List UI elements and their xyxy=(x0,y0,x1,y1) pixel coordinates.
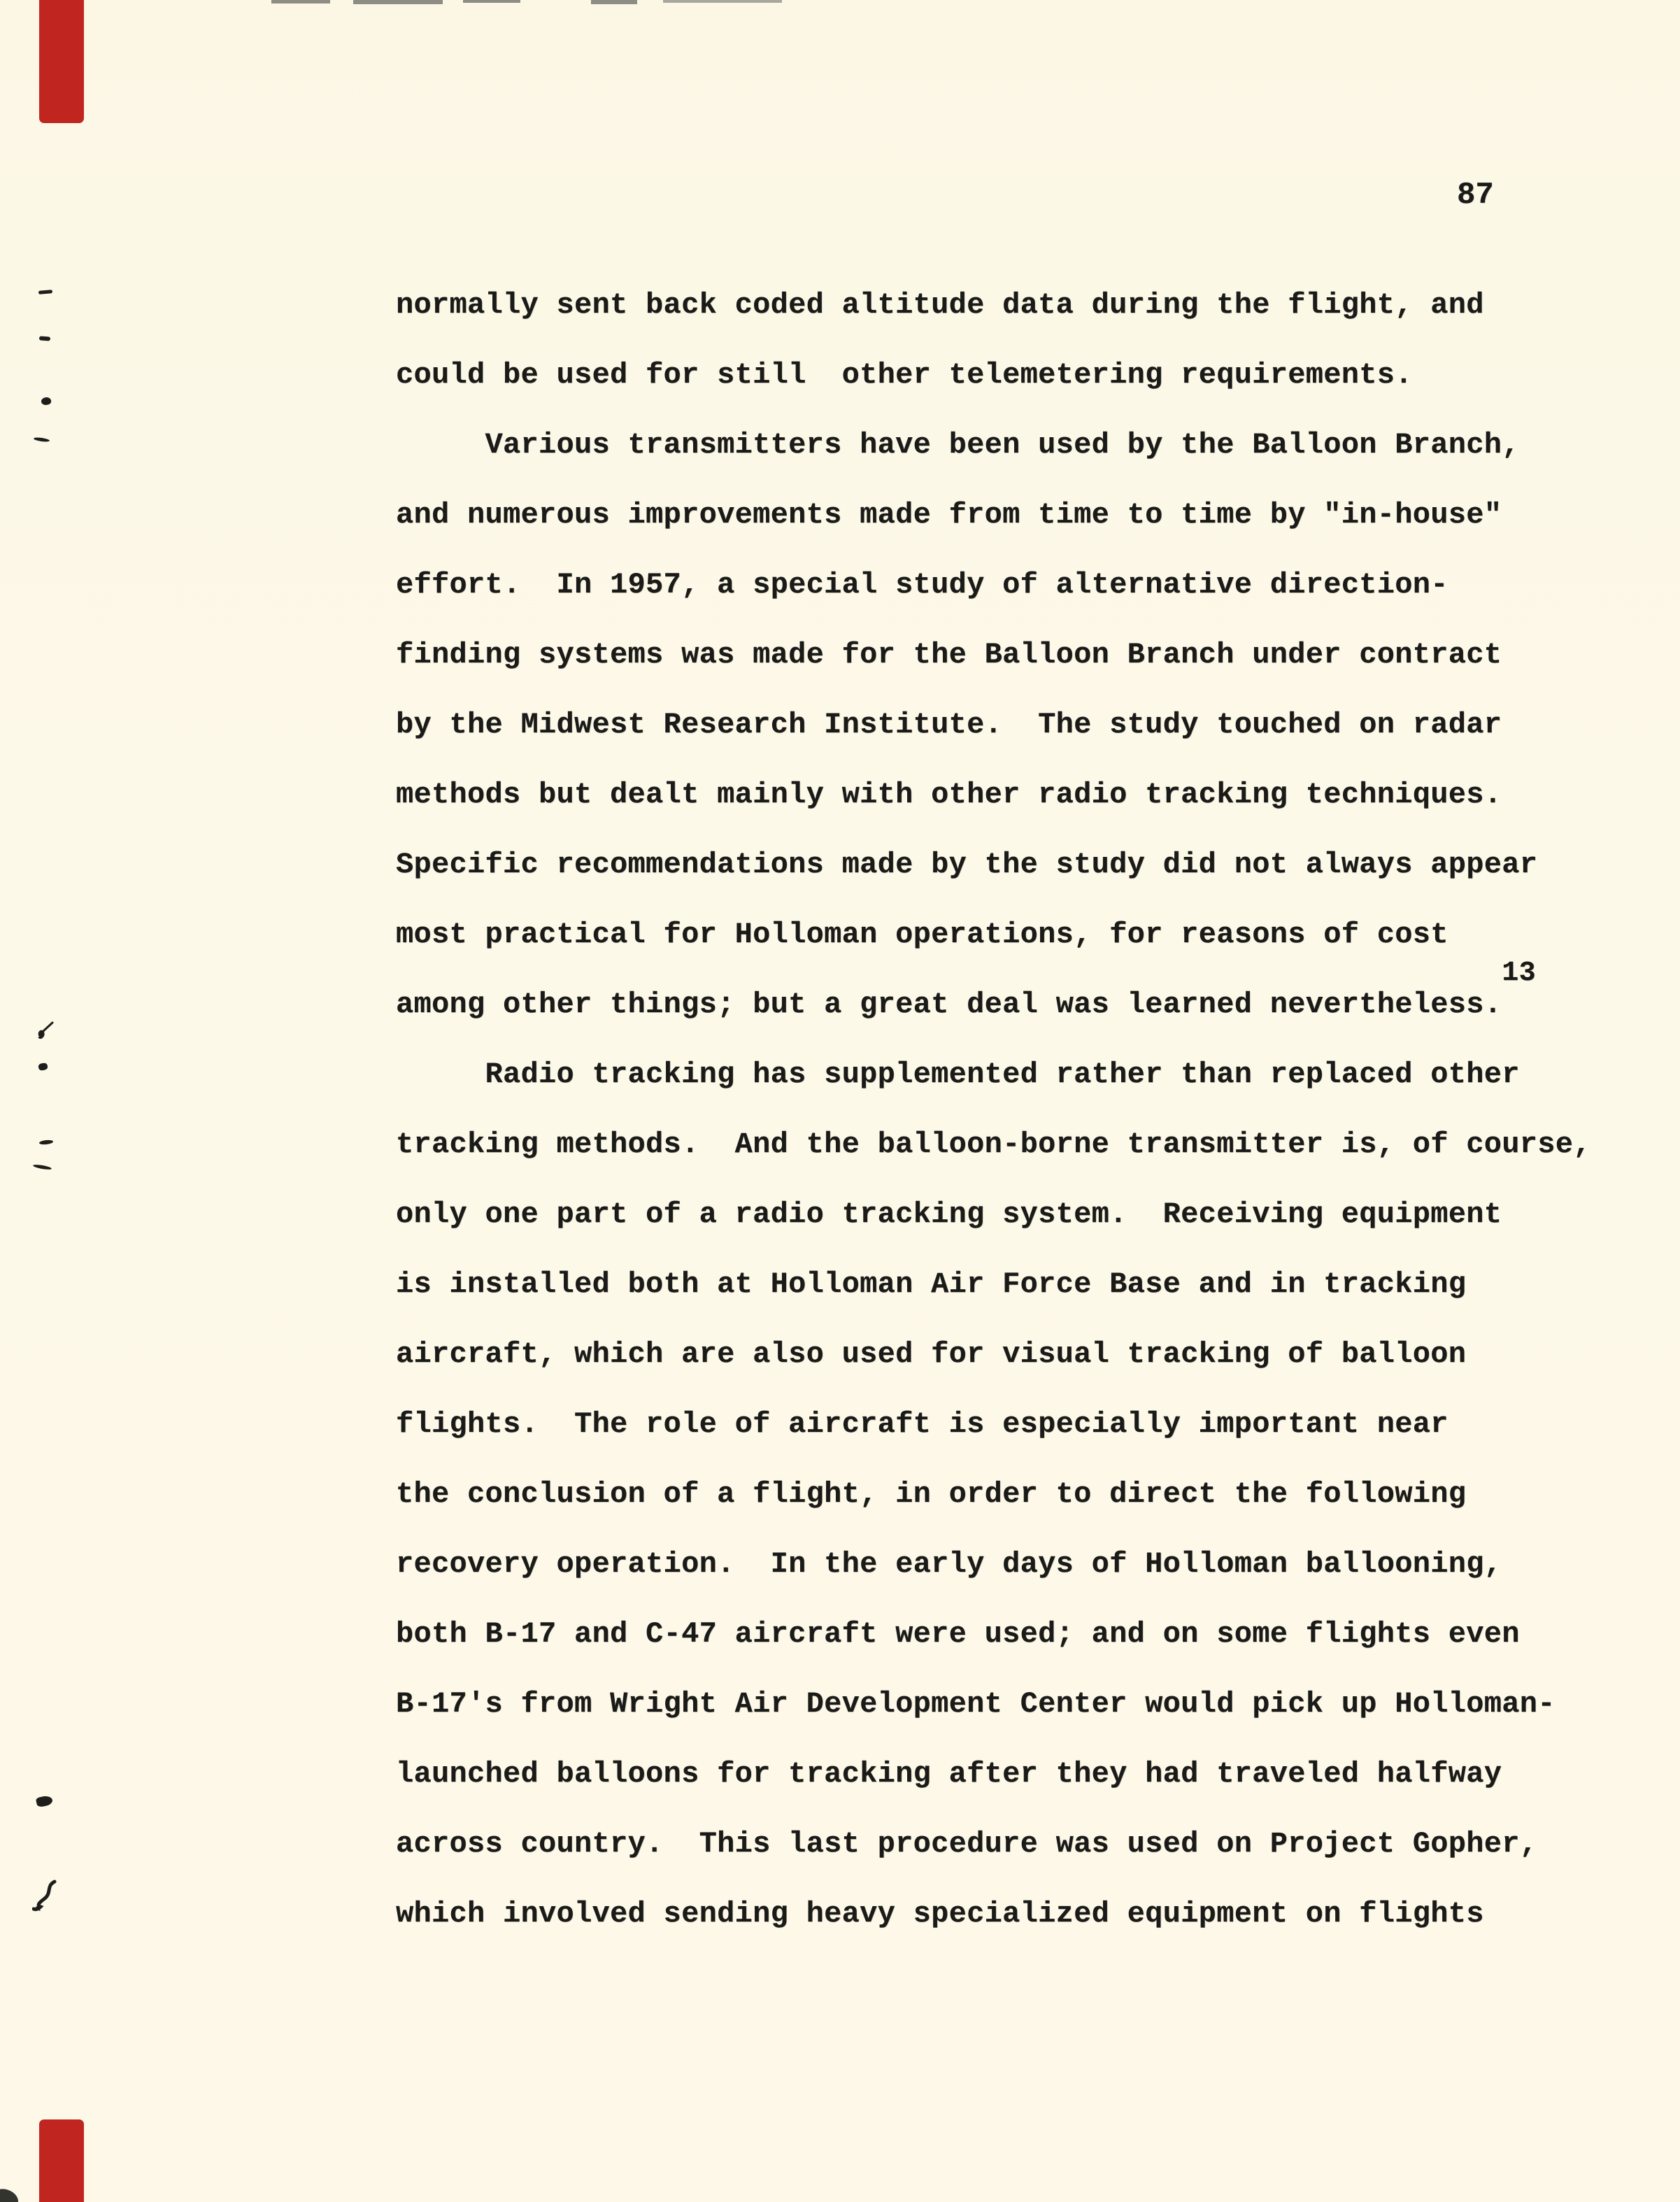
red-edge-mark-top xyxy=(39,0,84,123)
text-line: Specific recommendations made by the study did not always appear xyxy=(396,848,1538,881)
text-line: most practical for Holloman operations, for reasons of cost xyxy=(396,918,1448,951)
pencil-mark xyxy=(38,1063,48,1071)
scan-artifact xyxy=(463,0,520,3)
text-line: the conclusion of a flight, in order to direct the following xyxy=(396,1477,1467,1511)
page-number: 87 xyxy=(1457,178,1494,213)
text-line: is installed both at Holloman Air Force Base and in tracking xyxy=(396,1267,1467,1301)
text-line: normally sent back coded altitude data during the flight, and xyxy=(396,288,1484,322)
typewritten-text xyxy=(396,270,1591,1949)
pencil-mark xyxy=(38,290,52,294)
scan-artifact xyxy=(663,0,782,3)
pencil-mark xyxy=(34,436,50,442)
text-line: and numerous improvements made from time to time by "in-house" xyxy=(396,498,1502,532)
red-edge-mark-bottom xyxy=(39,2119,84,2202)
text-line: Radio tracking has supplemented rather than replaced other xyxy=(396,1058,1520,1091)
pencil-mark xyxy=(39,1139,54,1145)
text-line: recovery operation. In the early days of Holloman ballooning, xyxy=(396,1547,1502,1581)
pencil-mark xyxy=(41,396,52,406)
text-line: effort. In 1957, a special study of alternative direction- xyxy=(396,568,1448,602)
text-line: B-17's from Wright Air Development Center would pick up Holloman- xyxy=(396,1687,1556,1721)
scan-artifact xyxy=(591,0,637,4)
scan-artifact xyxy=(353,0,443,4)
text-line: only one part of a radio tracking system. Receiving equipment xyxy=(396,1198,1502,1231)
text-line: finding systems was made for the Balloon Branch under contract xyxy=(396,638,1502,672)
text-line: which involved sending heavy specialized equipment on flights xyxy=(396,1897,1484,1931)
text-line: could be used for still other telemetering requirements. xyxy=(396,358,1413,392)
text-line-with-footnote xyxy=(396,958,1591,1039)
text-line: among other things; but a great deal was learned nevertheless. xyxy=(396,988,1502,1021)
text-line: Various transmitters have been used by the Balloon Branch, xyxy=(396,428,1520,462)
text-line: flights. The role of aircraft is especially important near xyxy=(396,1407,1448,1441)
corner-smudge xyxy=(0,2185,22,2202)
pencil-mark xyxy=(33,1164,52,1171)
pencil-mark xyxy=(36,1795,53,1807)
text-line: tracking methods. And the balloon-borne transmitter is, of course, xyxy=(396,1128,1591,1161)
pencil-mark xyxy=(34,1020,56,1045)
scan-artifact xyxy=(271,0,330,3)
pencil-mark xyxy=(39,336,50,341)
text-line: aircraft, which are also used for visual tracking of balloon xyxy=(396,1337,1467,1371)
footnote-reference: 13 xyxy=(1502,958,1536,989)
text-line: by the Midwest Research Institute. The study touched on radar xyxy=(396,708,1502,741)
text-line: both B-17 and C-47 aircraft were used; and on some flights even xyxy=(396,1617,1520,1651)
pencil-mark xyxy=(32,1879,60,1912)
text-line: methods but dealt mainly with other radio tracking techniques. xyxy=(396,778,1502,811)
text-line: across country. This last procedure was used on Project Gopher, xyxy=(396,1827,1538,1861)
text-line: launched balloons for tracking after they had traveled halfway xyxy=(396,1757,1502,1791)
